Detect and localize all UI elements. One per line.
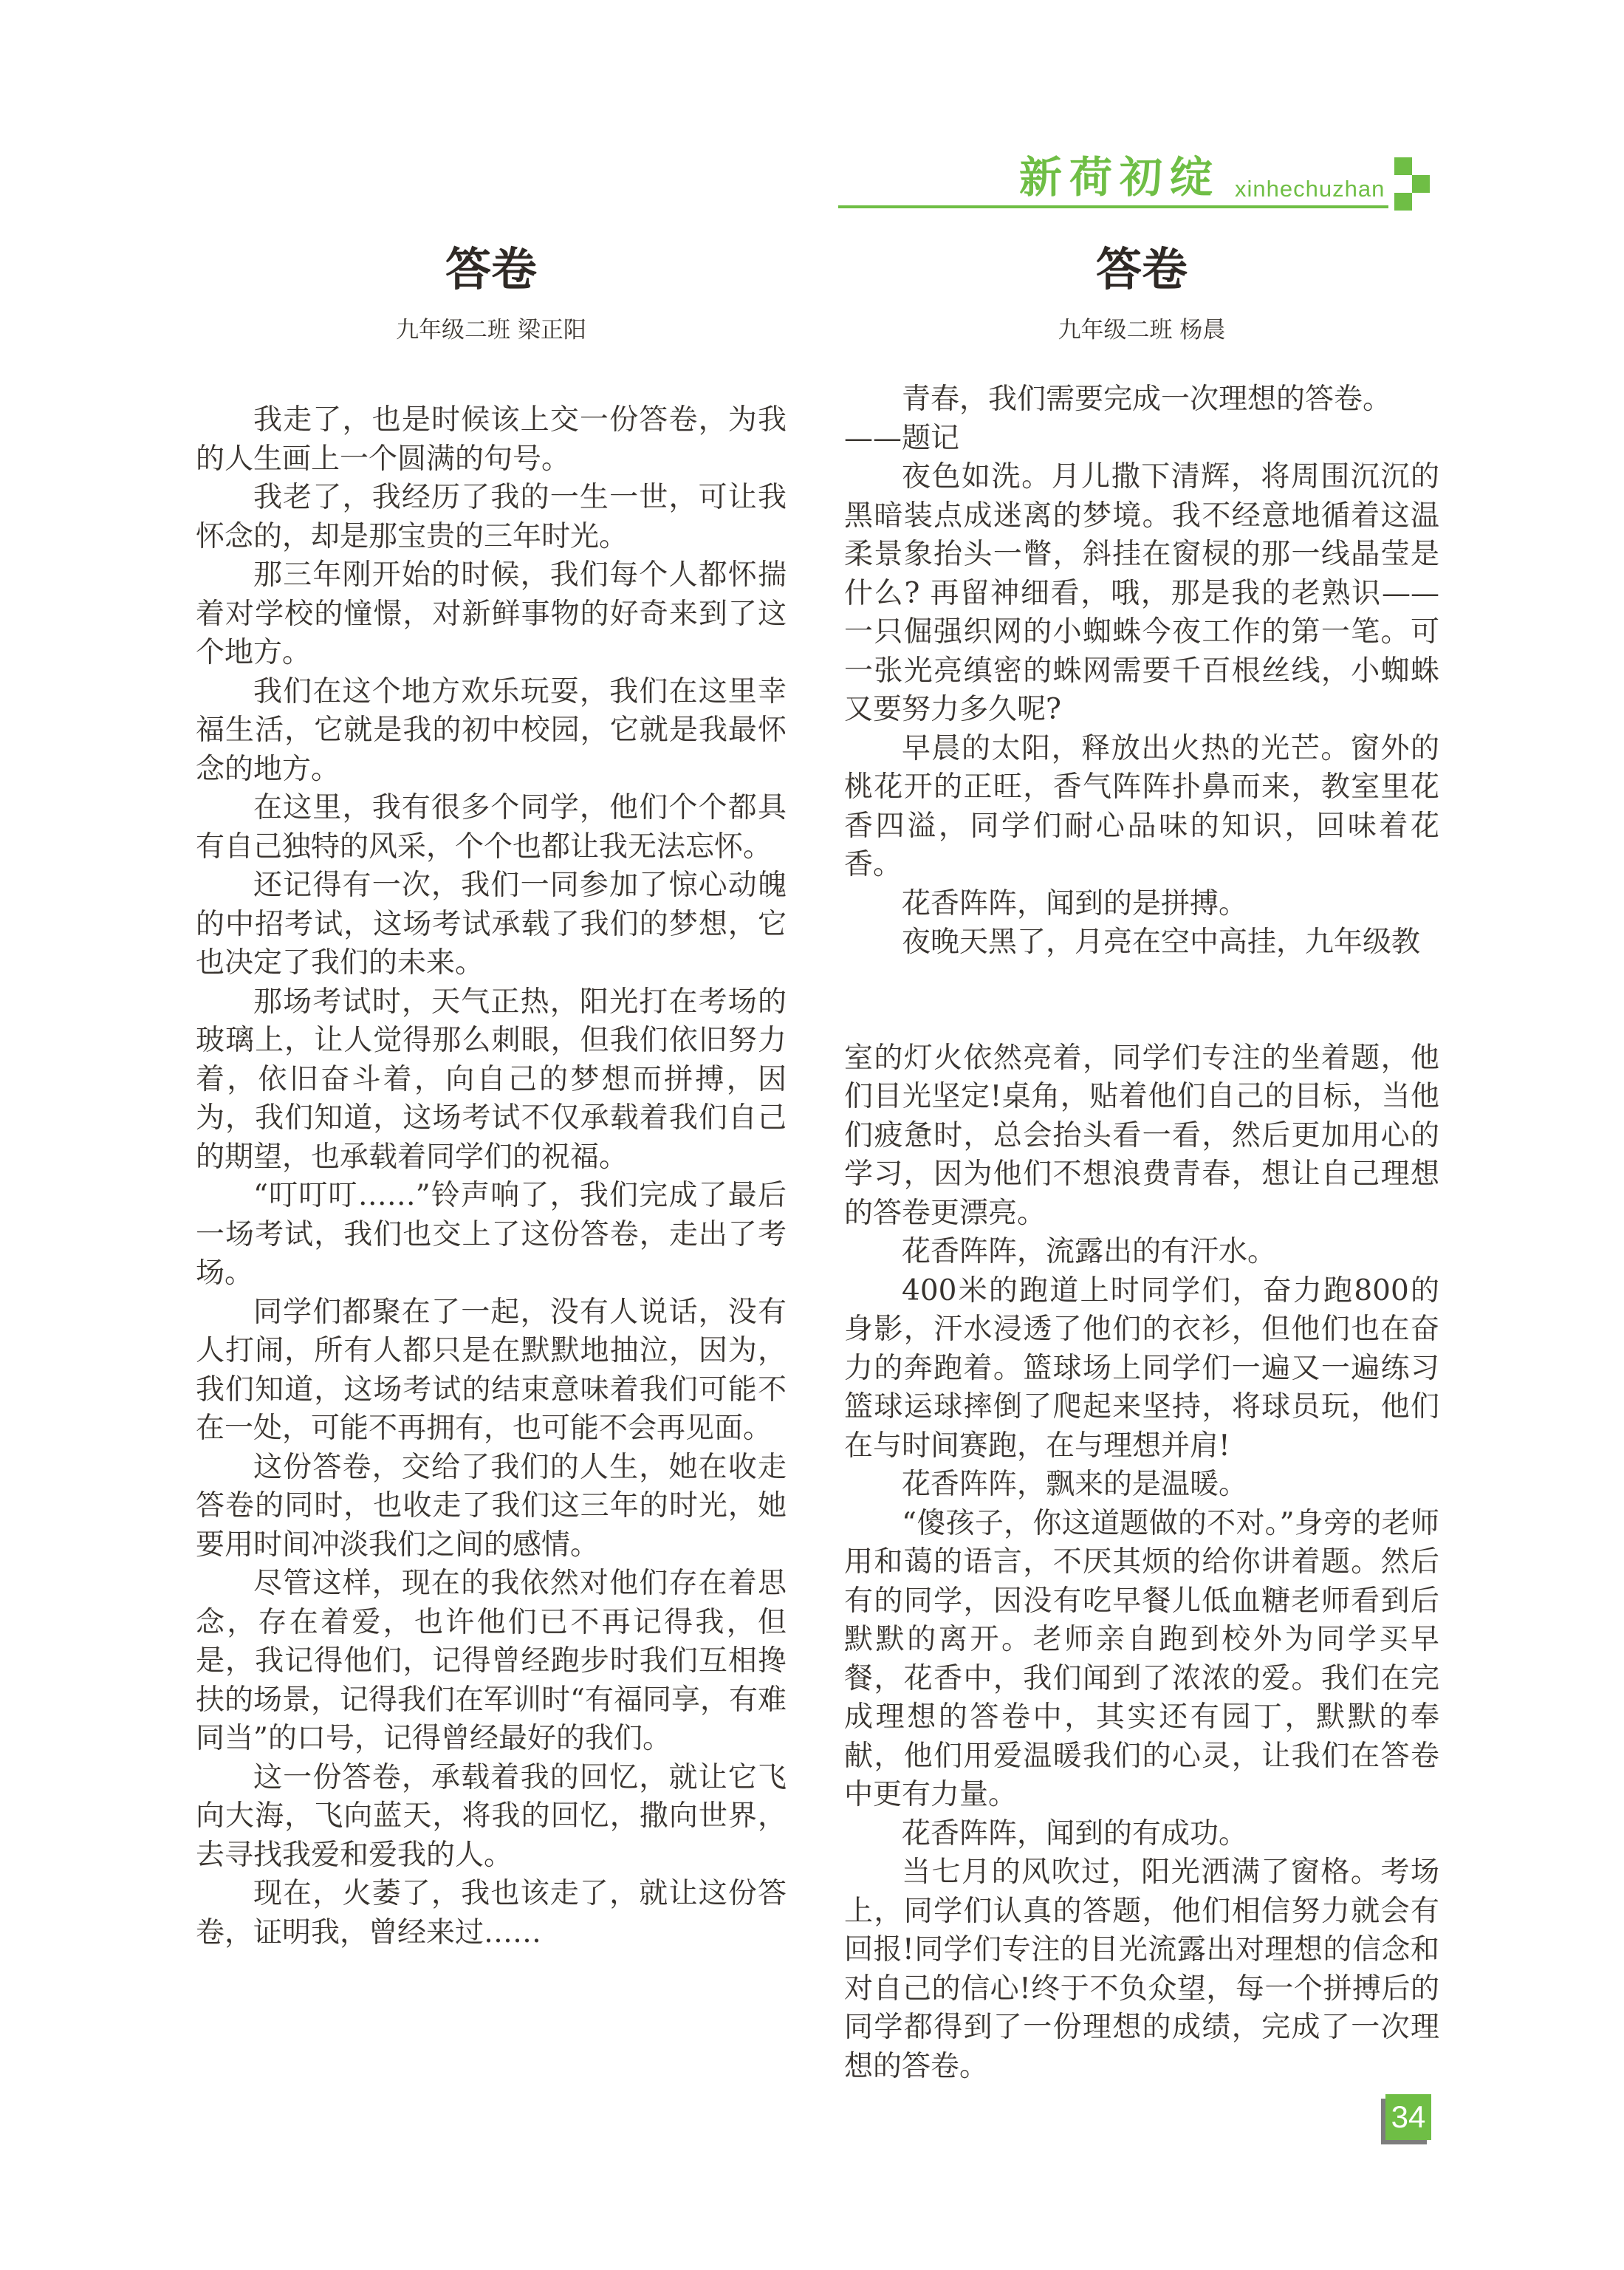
paragraph: 现在，火萎了，我也该走了，就让这份答卷，证明我，曾经来过…… bbox=[196, 1877, 787, 1949]
paragraph: 还记得有一次，我们一同参加了惊心动魄的中招考试，这场考试承载了我们的梦想，它也决定了我们的未来。 bbox=[196, 869, 787, 980]
paragraph: 花香阵阵，飘来的是温暖。 bbox=[902, 1468, 1248, 1501]
deco-square bbox=[1412, 175, 1430, 193]
left-article-title: 答卷 bbox=[445, 242, 537, 296]
paragraph: 那三年刚开始的时候，我们每个人都怀揣着对学校的憧憬，对新鲜事物的好奇来到了这个地方。 bbox=[196, 558, 787, 669]
paragraph: 花香阵阵，闻到的是拼搏。 bbox=[902, 886, 1248, 920]
left-article-column bbox=[196, 239, 787, 1952]
right-article-body bbox=[844, 380, 1439, 2086]
deco-square bbox=[1394, 157, 1412, 175]
magazine-brand-title: 新荷初绽 bbox=[1019, 152, 1221, 202]
magazine-brand-pinyin: xinhechuzhan bbox=[1235, 176, 1385, 202]
right-article-column bbox=[844, 239, 1439, 2086]
paragraph: 这份答卷，交给了我们的人生，她在收走答卷的同时，也收走了我们这三年的时光，她要用时间冲淡我们之间的感情。 bbox=[196, 1450, 787, 1562]
left-article-byline: 九年级二班 梁正阳 bbox=[396, 317, 586, 343]
paragraph: 400米的跑道上时同学们，奋力跑800的身影，汗水浸透了他们的衣衫，但他们也在奋力的奔跑着。篮球场上同学们一遍又一遍练习篮球运球摔倒了爬起来坚持，将球员玩，他们在与时间赛跑，在与理想并肩! bbox=[844, 1274, 1439, 1463]
paragraph: 夜色如洗。月儿撒下清辉，将周围沉沉的黑暗装点成迷离的梦境。我不经意地循着这温柔景象抬头一瞥，斜挂在窗棂的那一线晶莹是什么? 再留神细看，哦，那是我的老熟识——一只倔强织网的小蜘蛛今夜工作的第一笔。可一张光亮缜密的蛛网需要千百根丝线，小蜘蛛又要努力多久呢? bbox=[844, 460, 1439, 726]
left-article-body bbox=[196, 401, 787, 1952]
paragraph-continuation: 室的灯火依然亮着，同学们专注的坐着题，他们目光坚定!桌角，贴着他们自己的目标，当他们疲惫时，总会抬头看一看，然后更加用心的学习，因为他们不想浪费青春，想让自己理想的答卷更漂亮。 bbox=[844, 1041, 1439, 1230]
paragraph: 那场考试时，天气正热，阳光打在考场的玻璃上，让人觉得那么刺眼，但我们依旧努力着，依旧奋斗着，向自己的梦想而拼搏，因为，我们知道，这场考试不仅承载着我们自己的期望，也承载着同学们的祝福。 bbox=[196, 985, 787, 1174]
header-rule bbox=[838, 205, 1388, 208]
paragraph: 花香阵阵，闻到的有成功。 bbox=[902, 1816, 1248, 1850]
paragraph: 我们在这个地方欢乐玩耍，我们在这里幸福生活，它就是我的初中校园，它就是我最怀念的地方。 bbox=[196, 674, 787, 786]
paragraph: 早晨的太阳，释放出火热的光芒。窗外的桃花开的正旺，香气阵阵扑鼻而来，教室里花香四溢，同学们耐心品味的知识，回味着花香。 bbox=[844, 731, 1439, 881]
paragraph: 我老了，我经历了我的一生一世，可让我怀念的，却是那宝贵的三年时光。 bbox=[196, 481, 787, 553]
paragraph: 在这里，我有很多个同学，他们个个都具有自己独特的风采，个个也都让我无法忘怀。 bbox=[196, 791, 787, 864]
paragraph: 花香阵阵，流露出的有汗水。 bbox=[902, 1235, 1277, 1268]
paragraph: 尽管这样，现在的我依然对他们存在着思念，存在着爱，也许他们已不再记得我，但是，我记得他们，记得曾经跑步时我们互相搀扶的场景，记得我们在军训时“有福同享，有难同当”的口号，记得曾经最好的我们。 bbox=[196, 1567, 787, 1755]
deco-square bbox=[1394, 193, 1412, 211]
right-article-byline: 九年级二班 杨晨 bbox=[1058, 317, 1226, 343]
page-number-badge: 34 bbox=[1385, 2094, 1431, 2140]
paragraph: 这一份答卷，承载着我的回忆，就让它飞向大海，飞向蓝天，将我的回忆，撒向世界，去寻找我爱和爱我的人。 bbox=[196, 1760, 787, 1872]
paragraph: 我走了，也是时候该上交一份答卷，为我的人生画上一个圆满的句号。 bbox=[196, 403, 787, 476]
epigraph-signature: ——题记 bbox=[844, 421, 960, 455]
epigraph: 青春，我们需要完成一次理想的答卷。 bbox=[902, 383, 1392, 416]
paragraph: 当七月的风吹过，阳光洒满了窗格。考场上，同学们认真的答题，他们相信努力就会有回报!同学们专注的目光流露出对理想的信念和对自己的信心!终于不负众望，每一个拼搏后的同学都得到了一份理想的成绩，完成了一次理想的答卷。 bbox=[844, 1856, 1439, 2083]
paragraph: “叮叮叮……”铃声响了，我们完成了最后一场考试，我们也交上了这份答卷，走出了考场。 bbox=[196, 1179, 787, 1290]
paragraph: “傻孩子，你这道题做的不对。”身旁的老师用和蔼的语言，不厌其烦的给你讲着题。然后有的同学，因没有吃早餐儿低血糖老师看到后默默的离开。老师亲自跑到校外为同学买早餐，花香中，我们闻到了浓浓的爱。我们在完成理想的答卷中，其实还有园丁，默默的奉献，他们用爱温暖我们的心灵，让我们在答卷中更有力量。 bbox=[844, 1506, 1439, 1811]
paragraph: 夜晚天黑了，月亮在空中高挂，九年级教 bbox=[902, 926, 1421, 959]
right-article-title: 答卷 bbox=[1095, 242, 1188, 296]
paragraph: 同学们都聚在了一起，没有人说话，没有人打闹，所有人都只是在默默地抽泣，因为，我们知道，这场考试的结束意味着我们可能不在一处，可能不再拥有，也可能不会再见面。 bbox=[196, 1295, 787, 1445]
column-whitespace-gap bbox=[844, 963, 1439, 1039]
